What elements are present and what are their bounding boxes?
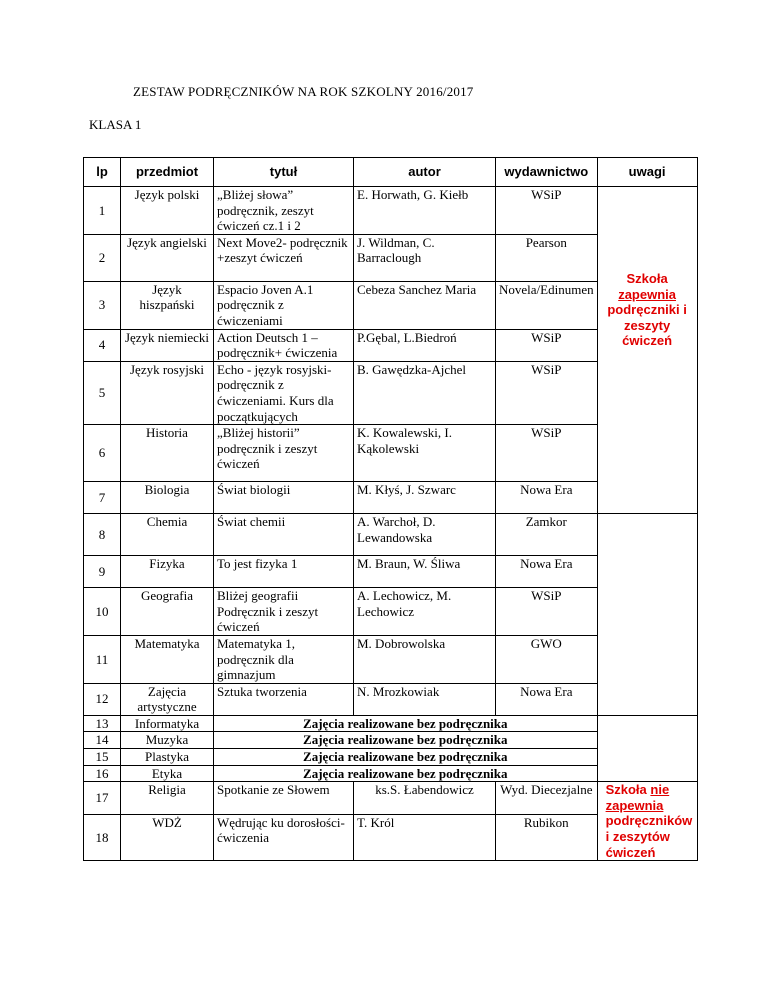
cell-publisher: Pearson [496, 234, 598, 281]
cell-subject: Etyka [121, 765, 214, 782]
cell-lp: 9 [84, 556, 121, 588]
cell-author: A. Warchoł, D. Lewandowska [354, 514, 496, 556]
cell-subject: Język niemiecki [121, 329, 214, 361]
cell-subject: Matematyka [121, 635, 214, 683]
header-title: tytuł [214, 158, 354, 187]
cell-title: Świat biologii [214, 482, 354, 514]
cell-publisher: WSiP [496, 425, 598, 482]
textbook-table [83, 157, 698, 861]
cell-lp: 14 [84, 732, 121, 749]
cell-author: E. Horwath, G. Kiełb [354, 187, 496, 235]
cell-title: Espacio Joven A.1 podręcznik z ćwiczeniami [214, 281, 354, 329]
cell-lp: 5 [84, 361, 121, 424]
cell-author: T. Król [354, 814, 496, 861]
cell-lp: 15 [84, 749, 121, 766]
note-school-provides [597, 187, 697, 514]
cell-subject: Fizyka [121, 556, 214, 588]
cell-author: Cebeza Sanchez Maria [354, 281, 496, 329]
document-title: ZESTAW PODRĘCZNIKÓW NA ROK SZKOLNY 2016/2017 [133, 84, 474, 99]
notes-empty-cell [597, 514, 697, 716]
cell-lp: 1 [84, 187, 121, 235]
cell-title: Next Move2- podręcznik +zeszyt ćwiczeń [214, 234, 354, 281]
cell-author: M. Dobrowolska [354, 635, 496, 683]
cell-subject: Religia [121, 782, 214, 814]
cell-title: Action Deutsch 1 – podręcznik+ ćwiczenia [214, 329, 354, 361]
cell-publisher: Nowa Era [496, 683, 598, 715]
cell-lp: 17 [84, 782, 121, 814]
cell-lp: 4 [84, 329, 121, 361]
cell-author: ks.S. Łabendowicz [354, 782, 496, 814]
cell-lp: 11 [84, 635, 121, 683]
header-subject: przedmiot [121, 158, 214, 187]
cell-subject: Język hiszpański [121, 281, 214, 329]
cell-author: P.Gębal, L.Biedroń [354, 329, 496, 361]
cell-publisher: WSiP [496, 187, 598, 235]
cell-lp: 7 [84, 482, 121, 514]
note-not-underlined: nie zapewnia [605, 782, 670, 813]
cell-title: „Bliżej historii” podręcznik i zeszyt ćwiczeń [214, 425, 354, 482]
cell-publisher: Zamkor [496, 514, 598, 556]
cell-title: Sztuka tworzenia [214, 683, 354, 715]
cell-subject: Muzyka [121, 732, 214, 749]
cell-lp: 12 [84, 683, 121, 715]
table-header-row [84, 158, 698, 187]
cell-title: Wędrując ku dorosłości- ćwiczenia [214, 814, 354, 861]
cell-lp: 16 [84, 765, 121, 782]
note-provides-post: podręczniki i zeszyty ćwiczeń [607, 302, 687, 349]
cell-lp: 3 [84, 281, 121, 329]
cell-author: N. Mrozkowiak [354, 683, 496, 715]
header-notes: uwagi [597, 158, 697, 187]
cell-subject: WDŻ [121, 814, 214, 861]
cell-lp: 8 [84, 514, 121, 556]
cell-title: Spotkanie ze Słowem [214, 782, 354, 814]
class-label: KLASA 1 [89, 117, 142, 132]
cell-subject: Plastyka [121, 749, 214, 766]
note-not-post: podręczników i zeszytów ćwiczeń [605, 813, 693, 860]
cell-subject: Historia [121, 425, 214, 482]
notes-empty-cell [597, 715, 697, 781]
cell-lp: 18 [84, 814, 121, 861]
cell-lp: 6 [84, 425, 121, 482]
cell-lp: 10 [84, 588, 121, 636]
cell-publisher: Nowa Era [496, 556, 598, 588]
cell-title: Matematyka 1, podręcznik dla gimnazjum [214, 635, 354, 683]
cell-title: To jest fizyka 1 [214, 556, 354, 588]
cell-author: M. Braun, W. Śliwa [354, 556, 496, 588]
cell-publisher: WSiP [496, 361, 598, 424]
cell-publisher: Nowa Era [496, 482, 598, 514]
cell-title: Bliżej geografii Podręcznik i zeszyt ćwiczeń [214, 588, 354, 636]
cell-no-textbook: Zajęcia realizowane bez podręcznika [214, 765, 598, 782]
cell-publisher: Wyd. Diecezjalne [496, 782, 598, 814]
header-author: autor [354, 158, 496, 187]
cell-publisher: Rubikon [496, 814, 598, 861]
table-row [84, 715, 698, 732]
cell-subject: Język rosyjski [121, 361, 214, 424]
table-row [84, 514, 698, 556]
table-row [84, 187, 698, 235]
note-provides-pre: Szkoła [626, 271, 668, 286]
cell-author: K. Kowalewski, I. Kąkolewski [354, 425, 496, 482]
cell-subject: Język polski [121, 187, 214, 235]
cell-title: Świat chemii [214, 514, 354, 556]
cell-publisher: GWO [496, 635, 598, 683]
cell-author: M. Kłyś, J. Szwarc [354, 482, 496, 514]
cell-subject: Chemia [121, 514, 214, 556]
cell-lp: 2 [84, 234, 121, 281]
cell-subject: Geografia [121, 588, 214, 636]
header-publisher: wydawnictwo [496, 158, 598, 187]
note-school-not-provides [597, 782, 697, 861]
cell-subject: Biologia [121, 482, 214, 514]
cell-subject: Informatyka [121, 715, 214, 732]
cell-author: B. Gawędzka-Ajchel [354, 361, 496, 424]
cell-author: J. Wildman, C. Barraclough [354, 234, 496, 281]
header-lp: lp [84, 158, 121, 187]
cell-author: A. Lechowicz, M. Lechowicz [354, 588, 496, 636]
cell-publisher: WSiP [496, 329, 598, 361]
table-row [84, 782, 698, 814]
cell-lp: 13 [84, 715, 121, 732]
note-provides-underlined: zapewnia [618, 286, 676, 302]
cell-subject: Język angielski [121, 234, 214, 281]
cell-no-textbook: Zajęcia realizowane bez podręcznika [214, 715, 598, 732]
note-not-pre: Szkoła [605, 782, 651, 798]
cell-publisher: WSiP [496, 588, 598, 636]
cell-no-textbook: Zajęcia realizowane bez podręcznika [214, 749, 598, 766]
cell-subject: Zajęcia artystyczne [121, 683, 214, 715]
cell-title: Echo - język rosyjski- podręcznik z ćwiczeniami. Kurs dla początkujących [214, 361, 354, 424]
cell-no-textbook: Zajęcia realizowane bez podręcznika [214, 732, 598, 749]
cell-publisher: Novela/Edinumen [496, 281, 598, 329]
cell-title: „Bliżej słowa” podręcznik, zeszyt ćwiczeń cz.1 i 2 [214, 187, 354, 235]
